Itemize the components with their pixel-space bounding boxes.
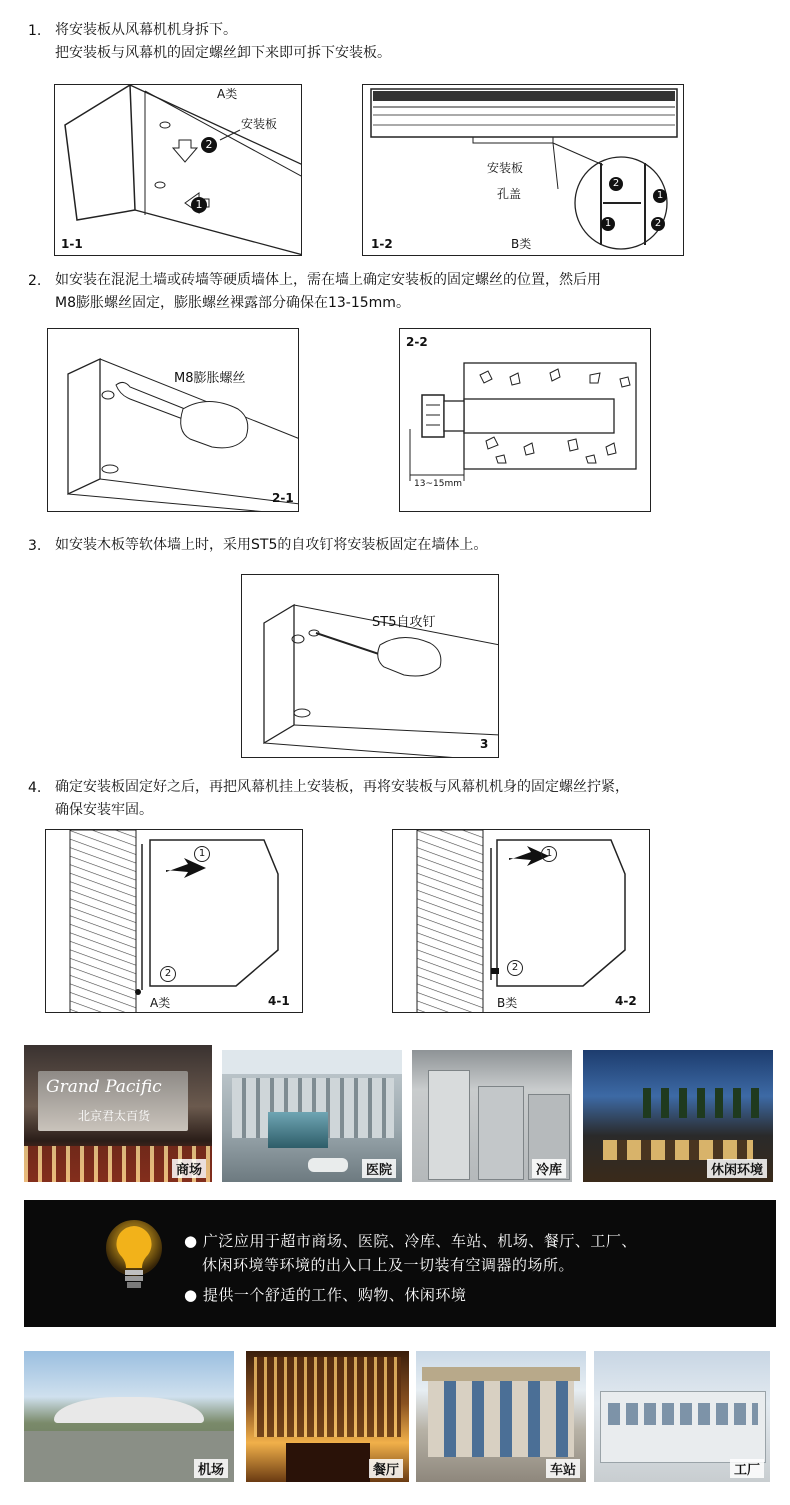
photo-caption: 冷库 xyxy=(532,1159,566,1178)
step-4-line-1: 确定安装板固定好之后，再把风幕机挂上安装板，再将安装板与风幕机机身的固定螺丝拧紧， xyxy=(55,779,629,795)
marker-1-icon: 1 xyxy=(191,197,207,213)
figure-3-code: 3 xyxy=(480,737,489,751)
figure-3-screw-label: ST5自攻钉 xyxy=(372,615,436,630)
restaurant-entrance xyxy=(286,1443,370,1482)
marker-2-icon: 2 xyxy=(507,960,523,976)
step-1-line-2: 把安装板与风幕机的固定螺丝卸下来即可拆下安装板。 xyxy=(55,45,391,61)
figure-4-2-drawing xyxy=(393,830,650,1013)
figure-1-2-code: 1-2 xyxy=(371,237,393,251)
figure-1-1-part-label: 安装板 xyxy=(241,117,278,131)
figure-2-1 xyxy=(47,328,299,512)
leisure-seating xyxy=(603,1140,753,1160)
photo-restaurant xyxy=(246,1351,409,1482)
factory-building xyxy=(600,1391,766,1463)
step-4-number: 4. xyxy=(28,780,42,796)
photo-airport xyxy=(24,1351,234,1482)
banner-line-2: 休闲环境等环境的出入口上及一切装有空调器的场所。 xyxy=(202,1256,575,1274)
figure-4-1-type-label: A类 xyxy=(150,996,171,1010)
figure-1-1-code: 1-1 xyxy=(61,237,83,251)
station-roof xyxy=(422,1367,580,1381)
step-3-number: 3. xyxy=(28,538,42,554)
mall-sign-text: Grand Pacific xyxy=(46,1077,162,1097)
figure-1-2-type-label: B类 xyxy=(511,237,532,251)
photo-leisure xyxy=(583,1050,773,1182)
figure-1-2-hole-label: 孔盖 xyxy=(497,187,522,201)
marker-2-icon: 2 xyxy=(201,137,217,153)
figure-3 xyxy=(241,574,499,758)
figure-1-1-type-label: A类 xyxy=(217,87,238,101)
step-1-number: 1. xyxy=(28,23,42,39)
figure-4-2-type-label: B类 xyxy=(497,996,518,1010)
lightbulb-icon xyxy=(104,1218,164,1308)
factory-windows xyxy=(608,1403,758,1425)
photo-caption: 医院 xyxy=(362,1159,396,1178)
step-1-line-1: 将安装板从风幕机机身拆下。 xyxy=(55,22,237,38)
application-banner xyxy=(24,1200,776,1327)
figure-2-2 xyxy=(399,328,651,512)
figure-2-1-bolt-label: M8膨胀螺丝 xyxy=(174,371,246,386)
photo-hospital xyxy=(222,1050,402,1182)
banner-line-1: ● 广泛应用于超市商场、医院、冷库、车站、机场、餐厅、工厂、 xyxy=(184,1232,637,1250)
hospital-glass-entrance xyxy=(268,1112,328,1148)
figure-4-2-code: 4-2 xyxy=(615,994,637,1008)
figure-1-2-drawing xyxy=(363,85,684,256)
figure-4-1-code: 4-1 xyxy=(268,994,290,1008)
marker-1-icon: 1 xyxy=(194,846,210,862)
figure-2-1-code: 2-1 xyxy=(272,491,294,505)
mall-sign xyxy=(38,1071,188,1131)
restaurant-facade xyxy=(254,1357,401,1437)
banner-line-3: ● 提供一个舒适的工作、购物、休闲环境 xyxy=(184,1286,467,1304)
figure-1-2 xyxy=(362,84,684,256)
step-2-line-1: 如安装在混泥土墙或砖墙等硬质墙体上，需在墙上确定安装板的固定螺丝的位置，然后用 xyxy=(55,272,601,288)
step-3-line-1: 如安装木板等软体墙上时，采用ST5的自攻钉将安装板固定在墙体上。 xyxy=(55,537,488,553)
marker-1-icon: 1 xyxy=(653,189,667,203)
photo-shopping-mall xyxy=(24,1045,212,1182)
figure-2-1-drawing xyxy=(48,329,299,512)
step-2-line-2: M8膨胀螺丝固定，膨胀螺丝裸露部分确保在13-15mm。 xyxy=(55,295,410,311)
photo-caption: 休闲环境 xyxy=(707,1159,767,1178)
cold-storage-door xyxy=(428,1070,470,1180)
photo-train-station xyxy=(416,1351,586,1482)
figure-1-2-part-label: 安装板 xyxy=(487,161,524,175)
station-building xyxy=(428,1377,574,1457)
photo-caption: 车站 xyxy=(546,1459,580,1478)
step-2-number: 2. xyxy=(28,273,42,289)
photo-cold-storage xyxy=(412,1050,572,1182)
marker-2-icon: 2 xyxy=(160,966,176,982)
marker-2-icon: 2 xyxy=(651,217,665,231)
marker-2-icon: 2 xyxy=(609,177,623,191)
photo-caption: 商场 xyxy=(172,1159,206,1178)
figure-4-1 xyxy=(45,829,303,1013)
figure-2-2-code: 2-2 xyxy=(406,335,428,349)
leisure-palms xyxy=(643,1088,763,1118)
marker-1-icon: 1 xyxy=(601,217,615,231)
figure-1-1-drawing xyxy=(55,85,302,256)
marker-1-icon: 1 xyxy=(541,846,557,862)
figure-2-2-dim-label: 13~15mm xyxy=(414,479,462,489)
figure-4-1-drawing xyxy=(46,830,303,1013)
photo-caption: 工厂 xyxy=(730,1459,764,1478)
figure-1-1 xyxy=(54,84,302,256)
photo-caption: 机场 xyxy=(194,1459,228,1478)
figure-4-2 xyxy=(392,829,650,1013)
photo-caption: 餐厅 xyxy=(369,1459,403,1478)
photo-factory xyxy=(594,1351,770,1482)
figure-3-drawing xyxy=(242,575,499,758)
step-4-line-2: 确保安装牢固。 xyxy=(55,802,153,818)
airport-terminal xyxy=(54,1397,204,1423)
mall-sign-subtext: 北京君太百货 xyxy=(78,1109,151,1123)
cold-storage-door xyxy=(478,1086,524,1180)
hospital-car xyxy=(308,1158,348,1172)
